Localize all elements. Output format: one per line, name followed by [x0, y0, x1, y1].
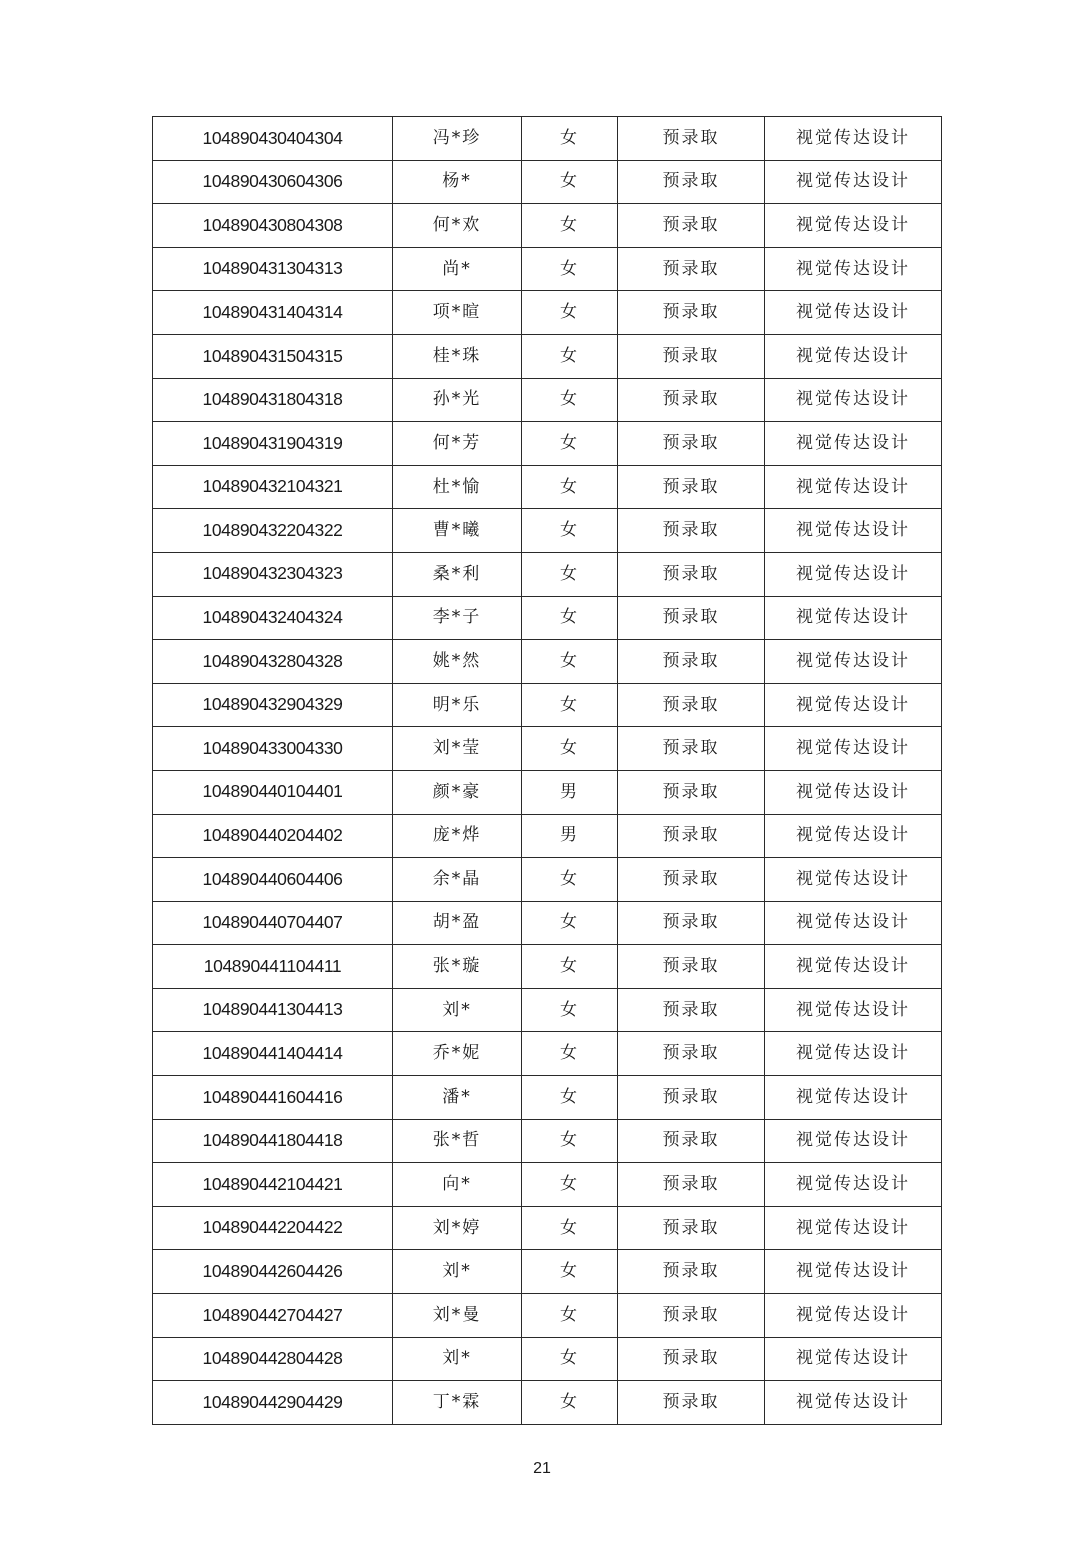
candidate-id-cell: 104890432304323 [153, 552, 393, 596]
admission-status-cell: 预录取 [618, 596, 765, 640]
table-row [153, 204, 942, 248]
major-cell: 视觉传达设计 [765, 422, 942, 466]
candidate-name-cell: 胡*盈 [393, 901, 522, 945]
gender-cell: 女 [522, 378, 618, 422]
major-cell: 视觉传达设计 [765, 640, 942, 684]
major-cell: 视觉传达设计 [765, 814, 942, 858]
candidate-id-cell: 104890441104411 [153, 945, 393, 989]
table-row [153, 1119, 942, 1163]
candidate-name-cell: 杨* [393, 160, 522, 204]
gender-cell: 女 [522, 683, 618, 727]
gender-cell: 女 [522, 291, 618, 335]
candidate-id-cell: 104890440604406 [153, 858, 393, 902]
candidate-id-cell: 104890432804328 [153, 640, 393, 684]
gender-cell: 女 [522, 422, 618, 466]
table-row [153, 770, 942, 814]
candidate-id-cell: 104890442704427 [153, 1294, 393, 1338]
candidate-id-cell: 104890432104321 [153, 465, 393, 509]
table-row [153, 858, 942, 902]
gender-cell: 女 [522, 204, 618, 248]
candidate-id-cell: 104890441804418 [153, 1119, 393, 1163]
candidate-name-cell: 刘*曼 [393, 1294, 522, 1338]
major-cell: 视觉传达设计 [765, 1032, 942, 1076]
candidate-id-cell: 104890430404304 [153, 117, 393, 161]
admission-status-cell: 预录取 [618, 640, 765, 684]
candidate-id-cell: 104890441604416 [153, 1076, 393, 1120]
candidate-id-cell: 104890442904429 [153, 1381, 393, 1425]
admission-status-cell: 预录取 [618, 291, 765, 335]
admission-status-cell: 预录取 [618, 683, 765, 727]
candidate-name-cell: 杜*愉 [393, 465, 522, 509]
gender-cell: 女 [522, 334, 618, 378]
candidate-name-cell: 张*哲 [393, 1119, 522, 1163]
candidate-id-cell: 104890431904319 [153, 422, 393, 466]
table-row [153, 509, 942, 553]
admission-status-cell: 预录取 [618, 422, 765, 466]
gender-cell: 女 [522, 858, 618, 902]
table-row [153, 1250, 942, 1294]
candidate-id-cell: 104890432204322 [153, 509, 393, 553]
admission-status-cell: 预录取 [618, 552, 765, 596]
table-row [153, 1294, 942, 1338]
candidate-id-cell: 104890432904329 [153, 683, 393, 727]
major-cell: 视觉传达设计 [765, 770, 942, 814]
admission-status-cell: 预录取 [618, 770, 765, 814]
major-cell: 视觉传达设计 [765, 160, 942, 204]
admission-status-cell: 预录取 [618, 1337, 765, 1381]
page-number: 21 [533, 1460, 551, 1477]
gender-cell: 女 [522, 1076, 618, 1120]
admission-status-cell: 预录取 [618, 988, 765, 1032]
gender-cell: 女 [522, 1163, 618, 1207]
table-row [153, 1163, 942, 1207]
gender-cell: 女 [522, 1337, 618, 1381]
candidate-id-cell: 104890442104421 [153, 1163, 393, 1207]
table-row [153, 247, 942, 291]
candidate-name-cell: 刘* [393, 988, 522, 1032]
major-cell: 视觉传达设计 [765, 291, 942, 335]
major-cell: 视觉传达设计 [765, 552, 942, 596]
gender-cell: 女 [522, 640, 618, 684]
table-row [153, 378, 942, 422]
admission-status-cell: 预录取 [618, 1250, 765, 1294]
gender-cell: 女 [522, 901, 618, 945]
candidate-id-cell: 104890440104401 [153, 770, 393, 814]
major-cell: 视觉传达设计 [765, 1381, 942, 1425]
major-cell: 视觉传达设计 [765, 727, 942, 771]
table-row [153, 1032, 942, 1076]
candidate-id-cell: 104890441304413 [153, 988, 393, 1032]
candidate-id-cell: 104890431504315 [153, 334, 393, 378]
admission-list-body [153, 117, 942, 1425]
candidate-id-cell: 104890430804308 [153, 204, 393, 248]
major-cell: 视觉传达设计 [765, 596, 942, 640]
candidate-name-cell: 尚* [393, 247, 522, 291]
admission-status-cell: 预录取 [618, 727, 765, 771]
table-row [153, 422, 942, 466]
major-cell: 视觉传达设计 [765, 1076, 942, 1120]
table-row [153, 465, 942, 509]
major-cell: 视觉传达设计 [765, 945, 942, 989]
major-cell: 视觉传达设计 [765, 1337, 942, 1381]
candidate-id-cell: 104890432404324 [153, 596, 393, 640]
candidate-id-cell: 104890431804318 [153, 378, 393, 422]
major-cell: 视觉传达设计 [765, 858, 942, 902]
candidate-name-cell: 李*子 [393, 596, 522, 640]
major-cell: 视觉传达设计 [765, 204, 942, 248]
table-row [153, 117, 942, 161]
admission-status-cell: 预录取 [618, 160, 765, 204]
candidate-id-cell: 104890430604306 [153, 160, 393, 204]
candidate-id-cell: 104890431304313 [153, 247, 393, 291]
candidate-name-cell: 姚*然 [393, 640, 522, 684]
candidate-name-cell: 何*芳 [393, 422, 522, 466]
major-cell: 视觉传达设计 [765, 1163, 942, 1207]
major-cell: 视觉传达设计 [765, 378, 942, 422]
candidate-name-cell: 庞*烨 [393, 814, 522, 858]
gender-cell: 女 [522, 1119, 618, 1163]
gender-cell: 女 [522, 465, 618, 509]
admission-status-cell: 预录取 [618, 1163, 765, 1207]
table-row [153, 552, 942, 596]
admission-list-table [152, 116, 942, 1425]
gender-cell: 女 [522, 1381, 618, 1425]
admission-status-cell: 预录取 [618, 465, 765, 509]
admission-status-cell: 预录取 [618, 858, 765, 902]
table-row [153, 901, 942, 945]
candidate-name-cell: 项*暄 [393, 291, 522, 335]
admission-status-cell: 预录取 [618, 814, 765, 858]
table-row [153, 814, 942, 858]
major-cell: 视觉传达设计 [765, 901, 942, 945]
gender-cell: 男 [522, 814, 618, 858]
gender-cell: 女 [522, 1206, 618, 1250]
major-cell: 视觉传达设计 [765, 1294, 942, 1338]
candidate-name-cell: 明*乐 [393, 683, 522, 727]
candidate-name-cell: 张*璇 [393, 945, 522, 989]
major-cell: 视觉传达设计 [765, 247, 942, 291]
admission-status-cell: 预录取 [618, 1206, 765, 1250]
table-row [153, 1381, 942, 1425]
table-row [153, 334, 942, 378]
candidate-name-cell: 曹*曦 [393, 509, 522, 553]
admission-status-cell: 预录取 [618, 204, 765, 248]
table-row [153, 160, 942, 204]
gender-cell: 女 [522, 988, 618, 1032]
gender-cell: 女 [522, 552, 618, 596]
gender-cell: 女 [522, 727, 618, 771]
admission-status-cell: 预录取 [618, 1294, 765, 1338]
candidate-id-cell: 104890433004330 [153, 727, 393, 771]
table-row [153, 945, 942, 989]
major-cell: 视觉传达设计 [765, 1206, 942, 1250]
gender-cell: 女 [522, 945, 618, 989]
candidate-name-cell: 孙*光 [393, 378, 522, 422]
candidate-id-cell: 104890440204402 [153, 814, 393, 858]
gender-cell: 女 [522, 160, 618, 204]
candidate-name-cell: 刘*莹 [393, 727, 522, 771]
candidate-id-cell: 104890440704407 [153, 901, 393, 945]
gender-cell: 女 [522, 1250, 618, 1294]
candidate-id-cell: 104890442204422 [153, 1206, 393, 1250]
gender-cell: 女 [522, 1032, 618, 1076]
gender-cell: 女 [522, 596, 618, 640]
admission-status-cell: 预录取 [618, 1381, 765, 1425]
candidate-name-cell: 余*晶 [393, 858, 522, 902]
candidate-id-cell: 104890441404414 [153, 1032, 393, 1076]
major-cell: 视觉传达设计 [765, 334, 942, 378]
candidate-name-cell: 桑*利 [393, 552, 522, 596]
candidate-name-cell: 桂*珠 [393, 334, 522, 378]
candidate-name-cell: 刘* [393, 1250, 522, 1294]
admission-status-cell: 预录取 [618, 945, 765, 989]
admission-status-cell: 预录取 [618, 378, 765, 422]
candidate-name-cell: 何*欢 [393, 204, 522, 248]
major-cell: 视觉传达设计 [765, 509, 942, 553]
admission-status-cell: 预录取 [618, 1119, 765, 1163]
table-row [153, 291, 942, 335]
admission-status-cell: 预录取 [618, 1076, 765, 1120]
table-row [153, 1206, 942, 1250]
major-cell: 视觉传达设计 [765, 988, 942, 1032]
table-row [153, 596, 942, 640]
major-cell: 视觉传达设计 [765, 117, 942, 161]
candidate-name-cell: 刘*婷 [393, 1206, 522, 1250]
admission-status-cell: 预录取 [618, 901, 765, 945]
admission-status-cell: 预录取 [618, 247, 765, 291]
gender-cell: 女 [522, 247, 618, 291]
major-cell: 视觉传达设计 [765, 1250, 942, 1294]
candidate-name-cell: 向* [393, 1163, 522, 1207]
admission-status-cell: 预录取 [618, 117, 765, 161]
admission-status-cell: 预录取 [618, 509, 765, 553]
candidate-name-cell: 冯*珍 [393, 117, 522, 161]
gender-cell: 女 [522, 117, 618, 161]
table-row [153, 727, 942, 771]
major-cell: 视觉传达设计 [765, 683, 942, 727]
candidate-id-cell: 104890442804428 [153, 1337, 393, 1381]
gender-cell: 男 [522, 770, 618, 814]
admission-status-cell: 预录取 [618, 1032, 765, 1076]
major-cell: 视觉传达设计 [765, 1119, 942, 1163]
table-row [153, 1076, 942, 1120]
candidate-id-cell: 104890431404314 [153, 291, 393, 335]
candidate-name-cell: 丁*霖 [393, 1381, 522, 1425]
candidate-name-cell: 刘* [393, 1337, 522, 1381]
candidate-name-cell: 颜*豪 [393, 770, 522, 814]
table-row [153, 683, 942, 727]
candidate-name-cell: 乔*妮 [393, 1032, 522, 1076]
gender-cell: 女 [522, 1294, 618, 1338]
table-row [153, 988, 942, 1032]
major-cell: 视觉传达设计 [765, 465, 942, 509]
admission-status-cell: 预录取 [618, 334, 765, 378]
candidate-id-cell: 104890442604426 [153, 1250, 393, 1294]
table-row [153, 640, 942, 684]
candidate-name-cell: 潘* [393, 1076, 522, 1120]
gender-cell: 女 [522, 509, 618, 553]
table-row [153, 1337, 942, 1381]
